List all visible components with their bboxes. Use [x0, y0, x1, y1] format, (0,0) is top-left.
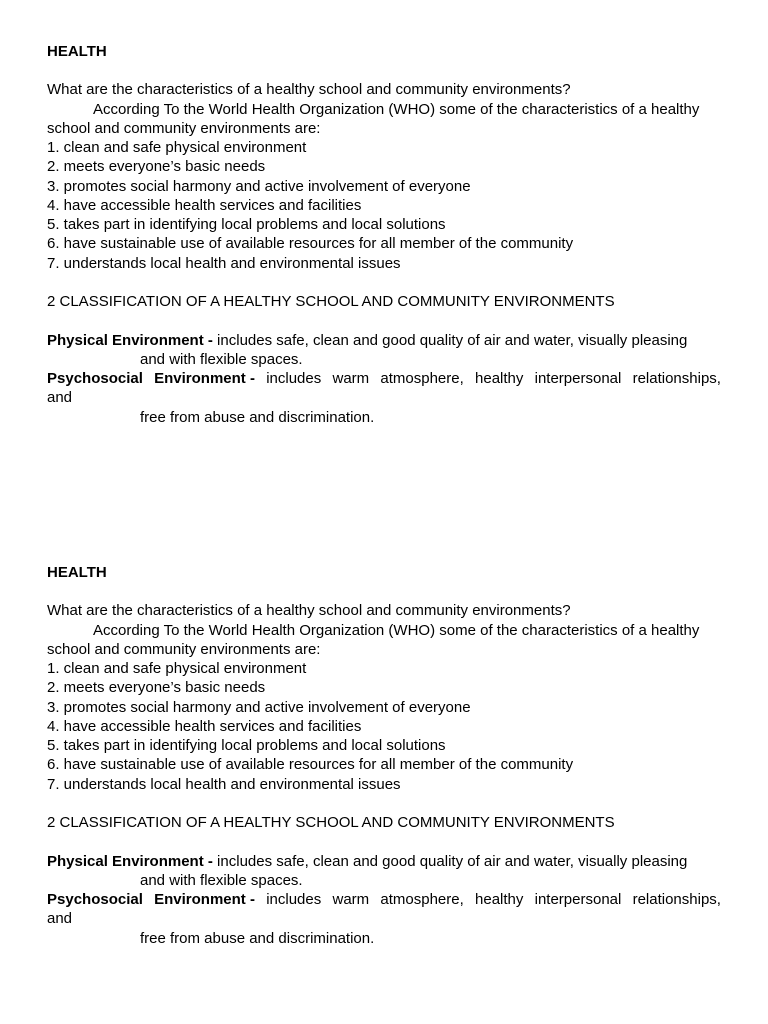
physical-environment-line [47, 331, 687, 350]
list-item: 6. have sustainable use of available resources for all member of the community [47, 235, 574, 252]
psychosocial-desc-cont: and [47, 389, 73, 406]
physical-environment-desc: includes safe, clean and good quality of air and water, visually pleasing [212, 332, 688, 349]
list-item: 3. promotes social harmony and active involvement of everyone [47, 178, 471, 195]
psychosocial-term-word: Psychosocial [47, 891, 143, 908]
list-item: 3. promotes social harmony and active involvement of everyone [47, 699, 471, 716]
intro-line-1: According To the World Health Organization (WHO) some of the characteristics of a healthy [93, 101, 700, 118]
intro-line-2: school and community environments are: [47, 641, 321, 658]
psychosocial-desc-word: healthy [475, 370, 524, 387]
psychosocial-desc-word: atmosphere, [380, 370, 464, 387]
psychosocial-desc-cont: free from abuse and discrimination. [140, 930, 375, 947]
psychosocial-term-word: Environment - [154, 370, 255, 387]
list-item: 6. have sustainable use of available resources for all member of the community [47, 756, 574, 773]
list-item: 1. clean and safe physical environment [47, 660, 307, 677]
psychosocial-desc-word: relationships, [632, 891, 721, 908]
psychosocial-environment-line [47, 890, 721, 909]
intro-line-1: According To the World Health Organization (WHO) some of the characteristics of a healthy [93, 622, 700, 639]
psychosocial-desc-word: healthy [475, 891, 524, 908]
list-item: 4. have accessible health services and facilities [47, 197, 362, 214]
psychosocial-environment-line [47, 369, 721, 388]
list-item: 7. understands local health and environmental issues [47, 776, 401, 793]
psychosocial-desc-word: includes [266, 891, 322, 908]
psychosocial-desc-cont: and [47, 910, 73, 927]
psychosocial-term-word: Psychosocial [47, 370, 143, 387]
physical-environment-line [47, 852, 687, 871]
list-item: 5. takes part in identifying local problems and local solutions [47, 737, 446, 754]
psychosocial-desc-word: atmosphere, [380, 891, 464, 908]
list-item: 5. takes part in identifying local problems and local solutions [47, 216, 446, 233]
physical-environment-term: Physical Environment - [47, 853, 213, 870]
psychosocial-desc-word: relationships, [632, 370, 721, 387]
psychosocial-term-word: Environment - [154, 891, 255, 908]
psychosocial-desc-word: warm [332, 891, 370, 908]
physical-environment-term: Physical Environment - [47, 332, 213, 349]
psychosocial-desc-cont: free from abuse and discrimination. [140, 409, 375, 426]
section-heading: HEALTH [47, 43, 107, 60]
psychosocial-desc-word: includes [266, 370, 322, 387]
physical-environment-desc-cont: and with flexible spaces. [140, 351, 303, 368]
question-text: What are the characteristics of a healthy school and community environments? [47, 81, 571, 98]
question-text: What are the characteristics of a healthy school and community environments? [47, 602, 571, 619]
list-item: 7. understands local health and environmental issues [47, 255, 401, 272]
list-item: 2. meets everyone’s basic needs [47, 158, 266, 175]
psychosocial-desc-word: warm [332, 370, 370, 387]
physical-environment-desc-cont: and with flexible spaces. [140, 872, 303, 889]
physical-environment-desc: includes safe, clean and good quality of air and water, visually pleasing [212, 853, 688, 870]
intro-line-2: school and community environments are: [47, 120, 321, 137]
section-heading: HEALTH [47, 564, 107, 581]
classification-heading: 2 CLASSIFICATION OF A HEALTHY SCHOOL AND COMMUNITY ENVIRONMENTS [47, 293, 615, 310]
classification-heading: 2 CLASSIFICATION OF A HEALTHY SCHOOL AND COMMUNITY ENVIRONMENTS [47, 814, 615, 831]
psychosocial-desc-word: interpersonal [534, 891, 622, 908]
list-item: 4. have accessible health services and facilities [47, 718, 362, 735]
list-item: 2. meets everyone’s basic needs [47, 679, 266, 696]
psychosocial-desc-word: interpersonal [534, 370, 622, 387]
list-item: 1. clean and safe physical environment [47, 139, 307, 156]
